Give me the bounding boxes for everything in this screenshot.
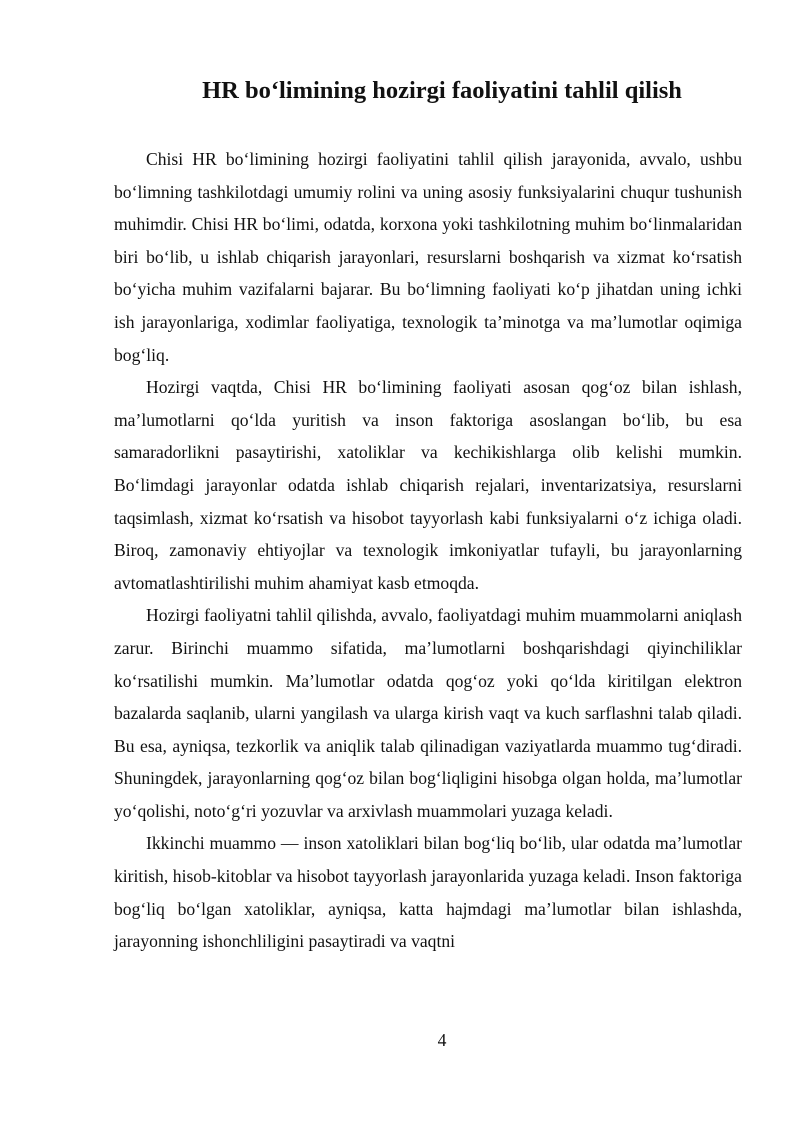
page-number: 4 xyxy=(437,1030,447,1050)
paragraph: Ikkinchi muammo — inson xatoliklari bilan bog‘liq bo‘lib, ular odatda ma’lumotlar kiritish, hisob-kitoblar va hisobot tayyorlash jarayonlarida yuzaga keladi. Inson faktoriga bog‘liq bo‘lgan xatoliklar, ayniqsa, katta hajmdagi ma’lumotlar bilan ishlashda, jarayonning ishonchliligini pasaytiradi va vaqtni xyxy=(114,833,742,952)
body-text xyxy=(114,143,742,958)
paragraph: Chisi HR bo‘limining hozirgi faoliyatini tahlil qilish jarayonida, avvalo, ushbu bo‘limning tashkilotdagi umumiy rolini va uning asosiy funksiyalarini chuqur tushunish muhimdir. Chisi HR bo‘limi, odatda, korxona yoki tashkilotning muhim bo‘linmalaridan biri bo‘lib, u ishlab chiqarish jarayonlari, resurslarni boshqarish va xizmat ko‘rsatish bo‘yicha muhim vazifalarni bajarar. Bu bo‘limning faoliyati ko‘p jihatdan uning ichki ish jarayonlariga, xodimlar faoliyatiga, texnologik ta’minotga va ma’lumotlar oqimiga bog‘liq. xyxy=(114,149,742,365)
paragraph: Hozirgi faoliyatni tahlil qilishda, avvalo, faoliyatdagi muhim muammolarni aniqlash zarur. Birinchi muammo sifatida, ma’lumotlarni boshqarishdagi qiyinchiliklar ko‘rsatilishi mumkin. Ma’lumotlar odatda qog‘oz yoki qo‘lda kiritilgan elektron bazalarda saqlanib, ularni yangilash va ularga kirish vaqt va kuch sarflashni talab qiladi. Bu esa, ayniqsa, tezkorlik va aniqlik talab qilinadigan vaziyatlarda muammo tug‘diradi. Shuningdek, jarayonlarning qog‘oz bilan bog‘liqligini hisobga olgan holda, ma’lumotlar yo‘qolishi, noto‘g‘ri yozuvlar va arxivlash muammolari yuzaga keladi. xyxy=(114,605,742,821)
page-title: HR bo‘limining hozirgi faoliyatini tahlil qilish xyxy=(202,77,682,104)
paragraph: Hozirgi vaqtda, Chisi HR bo‘limining faoliyati asosan qog‘oz bilan ishlash, ma’lumotlarni qo‘lda yuritish va inson faktoriga asoslangan bo‘lib, bu esa samaradorlikni pasaytirishi, xatoliklar va kechikishlarga olib kelishi mumkin. Bo‘limdagi jarayonlar odatda ishlab chiqarish rejalari, inventarizatsiya, resurslarni taqsimlash, xizmat ko‘rsatish va hisobot tayyorlash kabi funksiyalarni o‘z ichiga oladi. Biroq, zamonaviy ehtiyojlar va texnologik imkoniyatlar tufayli, bu jarayonlarning avtomatlashtirilishi muhim ahamiyat kasb etmoqda. xyxy=(114,377,742,593)
